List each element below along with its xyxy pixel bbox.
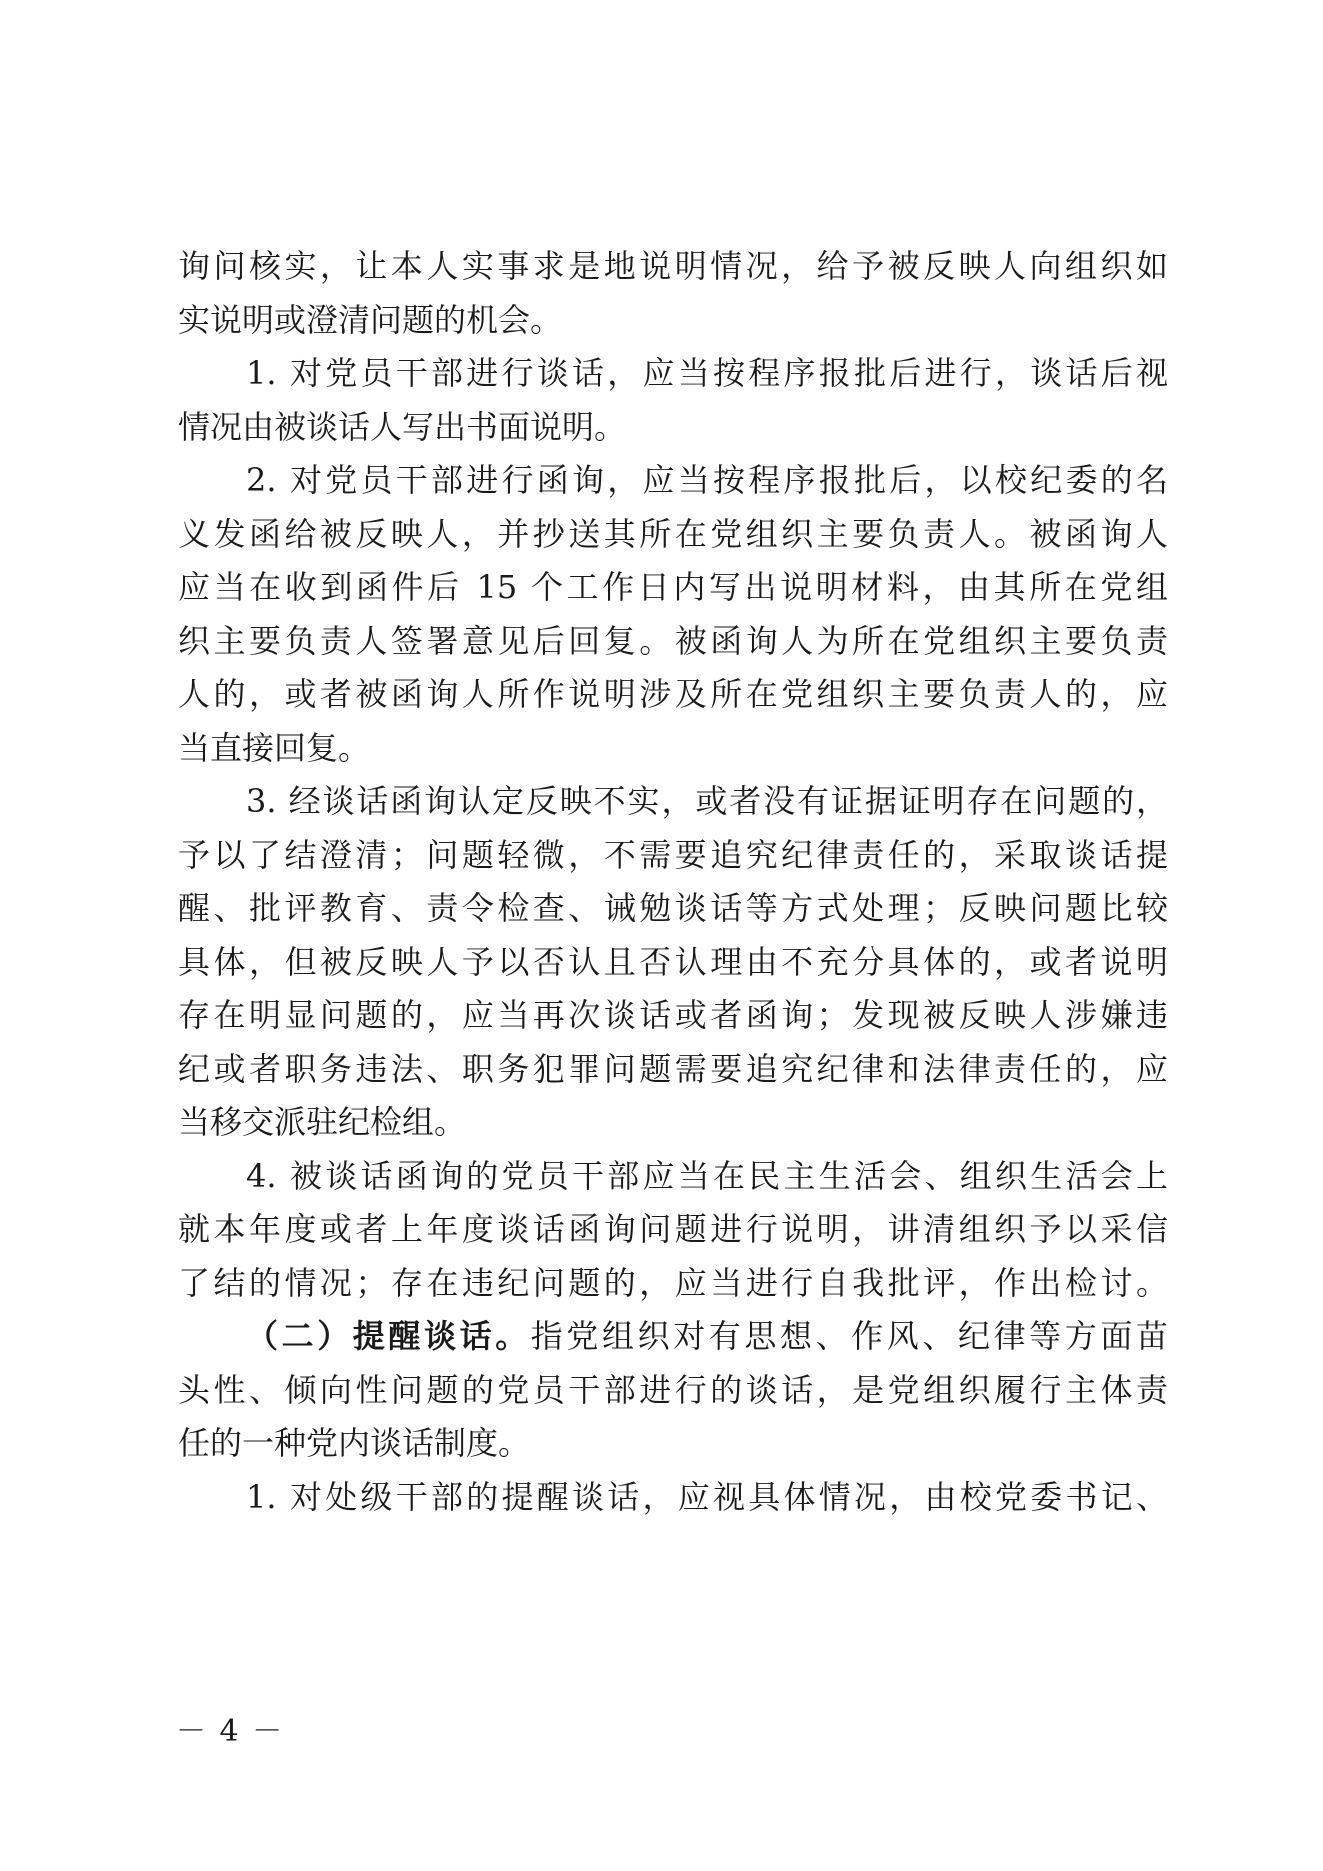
- text-line: 纪或者职务违法、职务犯罪问题需要追究纪律和法律责任的，应: [178, 1049, 1168, 1088]
- text-line: 头性、倾向性问题的党员干部进行的谈话，是党组织履行主体责: [178, 1370, 1168, 1409]
- text-line: 了结的情况；存在违纪问题的，应当进行自我批评，作出检讨。: [178, 1263, 1168, 1302]
- text-line: 4. 被谈话函询的党员干部应当在民主生活会、组织生活会上: [246, 1156, 1168, 1195]
- text-line: [178, 1310, 1168, 1364]
- text-line: 就本年度或者上年度谈话函询问题进行说明，讲清组织予以采信: [178, 1210, 1168, 1248]
- text-line: 人的，或者被函询人所作说明涉及所在党组织主要负责人的，应: [178, 675, 1168, 713]
- section-heading-text: 指党组织对有思想、作风、纪律等方面苗: [530, 1317, 1168, 1355]
- text-line: 当移交派驻纪检组。: [178, 1103, 467, 1141]
- text-line: 1. 对党员干部进行谈话，应当按程序报批后进行，谈话后视: [246, 354, 1168, 392]
- body-text: [178, 240, 1168, 1524]
- text-line: 当直接回复。: [178, 728, 371, 767]
- text-line: 应当在收到函件后 15 个工作日内写出说明材料，由其所在党组: [178, 568, 1168, 606]
- text-line: 1. 对处级干部的提醒谈话，应视具体情况，由校党委书记、: [246, 1477, 1168, 1516]
- text-line: 予以了结澄清；问题轻微，不需要追究纪律责任的，采取谈话提: [178, 835, 1168, 874]
- text-line: 2. 对党员干部进行函询，应当按程序报批后，以校纪委的名: [246, 461, 1168, 499]
- text-line: 存在明显问题的，应当再次谈话或者函询；发现被反映人涉嫌违: [178, 996, 1168, 1034]
- text-line: 醒、批评教育、责令检查、诫勉谈话等方式处理；反映问题比较: [178, 889, 1168, 927]
- text-line: 义发函给被反映人，并抄送其所在党组织主要负责人。被函询人: [178, 514, 1168, 553]
- text-line: 具体，但被反映人予以否认且否认理由不充分具体的，或者说明: [178, 942, 1168, 981]
- text-line: 询问核实，让本人实事求是地说明情况，给予被反映人向组织如: [178, 247, 1168, 285]
- text-line: 情况由被谈话人写出书面说明。: [178, 407, 627, 446]
- section-heading: （二）提醒谈话。: [246, 1317, 531, 1355]
- text-line: 3. 经谈话函询认定反映不实，或者没有证据证明存在问题的，: [246, 782, 1168, 820]
- text-line: 任的一种党内谈话制度。: [178, 1424, 531, 1462]
- page-number: － 4 －: [176, 1714, 285, 1749]
- text-line: 织主要负责人签署意见后回复。被函询人为所在党组织主要负责: [178, 621, 1168, 660]
- text-line: 实说明或澄清问题的机会。: [178, 300, 563, 339]
